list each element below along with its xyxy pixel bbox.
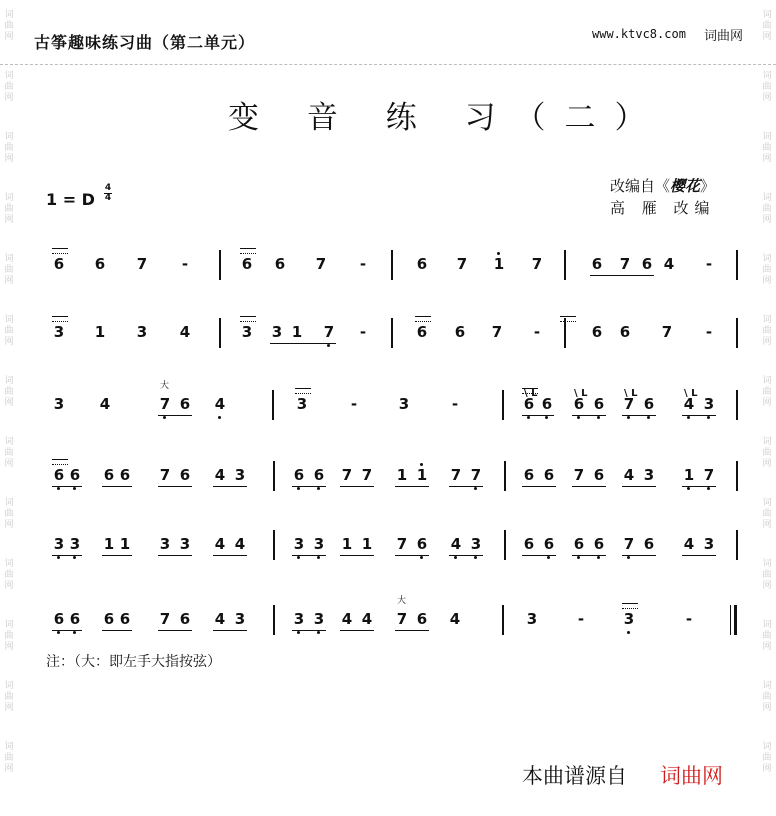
credit-song: 樱花 <box>670 177 701 195</box>
note: 3 <box>622 610 636 628</box>
beam-underline <box>158 415 192 416</box>
beam-underline <box>572 555 606 556</box>
slide-mark: \ L <box>624 388 638 399</box>
credit-prefix: 改编自《 <box>610 177 671 195</box>
beam-underline <box>213 555 247 556</box>
tremolo-mark <box>560 316 576 322</box>
barline <box>273 530 275 560</box>
score-line <box>40 313 740 353</box>
octave-dot-low <box>597 416 600 419</box>
octave-dot-low <box>527 416 530 419</box>
tremolo-mark <box>415 316 431 322</box>
octave-dot-low <box>627 416 630 419</box>
beam-underline <box>395 486 429 487</box>
beam-underline <box>622 486 656 487</box>
note: 6 <box>68 466 82 484</box>
beam-underline <box>340 630 374 631</box>
beam-underline <box>590 275 654 276</box>
barline <box>272 390 274 420</box>
note: 6 <box>540 395 554 413</box>
octave-dot-low <box>577 416 580 419</box>
note: 6 <box>642 395 656 413</box>
octave-dot-low <box>73 487 76 490</box>
slide-mark: \ L <box>524 388 538 399</box>
note: 6 <box>94 255 106 273</box>
note: 4 <box>99 395 111 413</box>
barline <box>564 318 566 348</box>
beam-underline <box>52 486 82 487</box>
note: 6 <box>241 255 253 273</box>
note: 6 <box>416 255 428 273</box>
octave-dot-low <box>577 556 580 559</box>
note: 1 <box>119 535 131 553</box>
footnote: 注：（大：即左手大指按弦） <box>46 654 221 670</box>
note: 6 <box>52 610 66 628</box>
note: 3 <box>398 395 410 413</box>
time-signature-top: 4 <box>104 183 112 193</box>
side-watermark-mark: 词 曲 网 <box>4 10 14 42</box>
note: 4 <box>213 395 227 413</box>
note: 4 <box>234 535 246 553</box>
octave-dot-low <box>547 556 550 559</box>
octave-dot-low <box>420 556 423 559</box>
note: 6 <box>643 535 655 553</box>
note: 4 <box>361 610 373 628</box>
side-watermark-mark: 词 曲 网 <box>762 315 772 347</box>
octave-dot-low <box>57 487 60 490</box>
note: 3 <box>234 466 246 484</box>
note: 7 <box>573 466 585 484</box>
note: 6 <box>416 610 428 628</box>
barline <box>391 250 393 280</box>
beam-underline <box>102 630 132 631</box>
note: 7 <box>341 466 353 484</box>
note: 4 <box>341 610 353 628</box>
octave-dot-low <box>317 487 320 490</box>
octave-dot-low <box>218 416 221 419</box>
side-watermark-mark: 词 曲 网 <box>762 681 772 713</box>
note: 7 <box>622 395 636 413</box>
beam-underline <box>572 415 606 416</box>
side-watermark-mark: 词 曲 网 <box>4 71 14 103</box>
tremolo-mark <box>52 459 68 465</box>
beam-underline <box>292 486 326 487</box>
octave-dot-low <box>627 556 630 559</box>
slide-mark: \ L <box>684 388 698 399</box>
barline <box>564 250 566 280</box>
barline <box>391 318 393 348</box>
octave-dot-low <box>687 487 690 490</box>
sustain-dash: - <box>685 610 693 628</box>
note: 7 <box>702 466 716 484</box>
sustain-dash: - <box>705 255 713 273</box>
barline <box>736 250 738 280</box>
barline <box>219 318 221 348</box>
barline <box>502 390 504 420</box>
note: 6 <box>592 535 606 553</box>
tremolo-mark <box>295 388 311 394</box>
note: 3 <box>53 323 65 341</box>
note: 7 <box>531 255 543 273</box>
barline <box>219 250 221 280</box>
note: 6 <box>592 395 606 413</box>
beam-underline <box>158 486 192 487</box>
note: 4 <box>214 535 226 553</box>
beam-underline <box>682 415 716 416</box>
note: 3 <box>702 395 716 413</box>
octave-dot-low <box>73 556 76 559</box>
side-watermark-mark: 词 曲 网 <box>4 376 14 408</box>
side-watermark-mark: 词 曲 网 <box>4 620 14 652</box>
octave-dot-low <box>597 556 600 559</box>
side-watermark-mark: 词 曲 网 <box>762 71 772 103</box>
note: 1 <box>94 323 106 341</box>
note: 6 <box>641 255 653 273</box>
credit-arranger: 高 雁 改编 <box>610 199 716 217</box>
note: 6 <box>292 466 306 484</box>
octave-dot-low <box>297 631 300 634</box>
note: 7 <box>136 255 148 273</box>
final-barline <box>730 605 737 635</box>
side-watermark-mark: 词 曲 网 <box>4 742 14 774</box>
note: 3 <box>703 535 715 553</box>
octave-dot-low <box>57 631 60 634</box>
octave-dot-low <box>545 416 548 419</box>
note: 6 <box>593 466 605 484</box>
note: 3 <box>52 535 66 553</box>
note: 6 <box>522 395 536 413</box>
barline <box>502 605 504 635</box>
sustain-dash: - <box>181 255 189 273</box>
sustain-dash: - <box>350 395 358 413</box>
note: 6 <box>523 466 535 484</box>
barline <box>736 318 738 348</box>
credit-suffix: 》 <box>700 177 716 195</box>
note: 3 <box>312 610 326 628</box>
note: 4 <box>179 323 191 341</box>
barline <box>273 605 275 635</box>
credit-source <box>610 175 715 196</box>
side-watermark-mark: 词 曲 网 <box>4 498 14 530</box>
sustain-dash: - <box>359 323 367 341</box>
side-watermark-mark: 词 曲 网 <box>4 254 14 286</box>
note: 1 <box>361 535 373 553</box>
note: 6 <box>415 535 429 553</box>
site-url[interactable]: www.ktvc8.com <box>592 27 686 41</box>
side-watermark-mark: 词 曲 网 <box>4 437 14 469</box>
note: 3 <box>53 395 65 413</box>
side-watermark-mark: 词 曲 网 <box>762 498 772 530</box>
note: 6 <box>103 610 115 628</box>
note: 3 <box>296 395 308 413</box>
note: 3 <box>526 610 538 628</box>
time-signature-bottom: 4 <box>104 193 112 203</box>
note: 7 <box>622 535 636 553</box>
octave-dot-low <box>57 556 60 559</box>
note: 7 <box>361 466 373 484</box>
note: 7 <box>158 395 172 413</box>
beam-underline <box>102 555 132 556</box>
note: 7 <box>315 255 327 273</box>
octave-dot-low <box>317 631 320 634</box>
note: 3 <box>159 535 171 553</box>
note: 6 <box>312 466 326 484</box>
note: 6 <box>416 323 428 341</box>
barline <box>504 461 506 491</box>
octave-dot-low <box>707 487 710 490</box>
note: 6 <box>52 466 66 484</box>
note: 7 <box>450 466 462 484</box>
octave-dot-low <box>647 416 650 419</box>
octave-dot-low <box>454 556 457 559</box>
beam-underline <box>622 555 656 556</box>
site-name[interactable]: 词曲网 <box>704 29 744 44</box>
beam-underline <box>395 630 429 631</box>
note: 6 <box>542 535 556 553</box>
tremolo-mark <box>240 248 256 254</box>
note: 6 <box>179 395 191 413</box>
beam-underline <box>340 486 374 487</box>
note: 4 <box>623 466 635 484</box>
beam-underline <box>682 486 716 487</box>
note: 1 <box>291 323 303 341</box>
note: 7 <box>159 610 171 628</box>
octave-dot-low <box>297 556 300 559</box>
collection-title: 古筝趣味练习曲（第二单元） <box>34 33 256 52</box>
barline <box>736 530 738 560</box>
note: 6 <box>572 535 586 553</box>
sustain-dash: - <box>705 323 713 341</box>
score-line <box>40 456 740 496</box>
note: 1 <box>492 255 506 273</box>
beam-underline <box>52 555 82 556</box>
note: 6 <box>523 535 535 553</box>
note: 4 <box>449 610 461 628</box>
note: 3 <box>136 323 148 341</box>
note: 1 <box>341 535 353 553</box>
side-watermark-mark: 词 曲 网 <box>4 193 14 225</box>
score-line <box>40 525 740 565</box>
side-watermark-mark: 词 曲 网 <box>762 742 772 774</box>
side-watermark-mark: 词 曲 网 <box>4 315 14 347</box>
note: 6 <box>591 255 603 273</box>
beam-underline <box>522 555 556 556</box>
side-watermark-mark: 词 曲 网 <box>762 620 772 652</box>
note: 6 <box>119 466 131 484</box>
side-watermark-mark: 词 曲 网 <box>4 681 14 713</box>
da-mark: 大 <box>397 596 407 606</box>
beam-underline <box>449 555 483 556</box>
note: 3 <box>241 323 253 341</box>
beam-underline <box>449 486 483 487</box>
score-line <box>40 381 740 425</box>
tremolo-mark <box>622 603 638 609</box>
note: 6 <box>454 323 466 341</box>
note: 7 <box>396 535 408 553</box>
note: 3 <box>68 535 82 553</box>
sustain-dash: - <box>359 255 367 273</box>
note: 7 <box>322 323 336 341</box>
note: 3 <box>271 323 283 341</box>
note: 3 <box>179 535 191 553</box>
note: 3 <box>292 535 306 553</box>
sustain-dash: - <box>533 323 541 341</box>
beam-underline <box>340 555 374 556</box>
da-mark: 大 <box>160 381 170 391</box>
octave-dot-low <box>317 556 320 559</box>
note: 6 <box>68 610 82 628</box>
note: 6 <box>119 610 131 628</box>
note: 1 <box>103 535 115 553</box>
side-watermark-mark: 词 曲 网 <box>762 10 772 42</box>
note: 6 <box>274 255 286 273</box>
note: 1 <box>415 466 429 484</box>
note: 3 <box>469 535 483 553</box>
note: 6 <box>572 395 586 413</box>
octave-dot-high <box>497 252 500 255</box>
beam-underline <box>292 555 326 556</box>
note: 3 <box>292 610 306 628</box>
octave-dot-low <box>327 344 330 347</box>
beam-underline <box>102 486 132 487</box>
note: 1 <box>682 466 696 484</box>
tremolo-mark <box>52 248 68 254</box>
tremolo-mark <box>52 316 68 322</box>
beam-underline <box>158 630 192 631</box>
note: 6 <box>53 255 65 273</box>
note: 4 <box>214 610 226 628</box>
octave-dot-low <box>297 487 300 490</box>
header-divider <box>0 64 776 65</box>
octave-dot-low <box>627 631 630 634</box>
beam-underline <box>292 630 326 631</box>
note: 3 <box>312 535 326 553</box>
beam-underline <box>522 486 556 487</box>
slide-mark: \ L <box>574 388 588 399</box>
beam-underline <box>572 486 606 487</box>
barline <box>736 461 738 491</box>
sustain-dash: - <box>451 395 459 413</box>
note: 7 <box>396 610 408 628</box>
beam-underline <box>213 630 247 631</box>
note: 7 <box>469 466 483 484</box>
note: 7 <box>159 466 171 484</box>
note: 6 <box>103 466 115 484</box>
octave-dot-low <box>474 556 477 559</box>
note: 3 <box>234 610 246 628</box>
beam-underline <box>270 343 336 344</box>
tremolo-mark <box>240 316 256 322</box>
source-label: 本曲谱源自 <box>522 764 627 788</box>
side-watermark-mark: 词 曲 网 <box>4 132 14 164</box>
side-watermark-mark: 词 曲 网 <box>762 132 772 164</box>
note: 4 <box>449 535 463 553</box>
sustain-dash: - <box>577 610 585 628</box>
note: 7 <box>619 255 631 273</box>
beam-underline <box>522 415 554 416</box>
side-watermark-mark: 词 曲 网 <box>762 254 772 286</box>
note: 4 <box>663 255 675 273</box>
note: 6 <box>179 610 191 628</box>
beam-underline <box>622 415 656 416</box>
side-watermark-mark: 词 曲 网 <box>762 193 772 225</box>
note: 4 <box>214 466 226 484</box>
note: 6 <box>619 323 631 341</box>
octave-dot-low <box>474 487 477 490</box>
note: 6 <box>591 323 603 341</box>
side-watermark-mark: 词 曲 网 <box>762 559 772 591</box>
side-watermark-mark: 词 曲 网 <box>4 559 14 591</box>
note: 6 <box>179 466 191 484</box>
beam-underline <box>213 486 247 487</box>
barline <box>736 390 738 420</box>
note: 7 <box>661 323 673 341</box>
side-watermark-mark: 词 曲 网 <box>762 437 772 469</box>
beam-underline <box>52 630 82 631</box>
note: 4 <box>682 395 696 413</box>
key-signature: 1 = D <box>46 190 95 209</box>
octave-dot-low <box>707 416 710 419</box>
beam-underline <box>158 555 192 556</box>
beam-underline <box>682 555 716 556</box>
octave-dot-low <box>73 631 76 634</box>
octave-dot-low <box>687 416 690 419</box>
note: 6 <box>543 466 555 484</box>
beam-underline <box>395 555 429 556</box>
score-line <box>40 245 740 285</box>
note: 4 <box>683 535 695 553</box>
page-title: 变 音 练 习（二） <box>228 100 665 136</box>
score-line <box>40 596 740 640</box>
octave-dot-high <box>420 463 423 466</box>
note: 7 <box>491 323 503 341</box>
note: 7 <box>456 255 468 273</box>
note: 1 <box>396 466 408 484</box>
source-site[interactable]: 词曲网 <box>660 764 723 788</box>
barline <box>504 530 506 560</box>
octave-dot-low <box>163 416 166 419</box>
barline <box>273 461 275 491</box>
note: 3 <box>643 466 655 484</box>
time-signature <box>103 184 113 203</box>
side-watermark-mark: 词 曲 网 <box>762 376 772 408</box>
